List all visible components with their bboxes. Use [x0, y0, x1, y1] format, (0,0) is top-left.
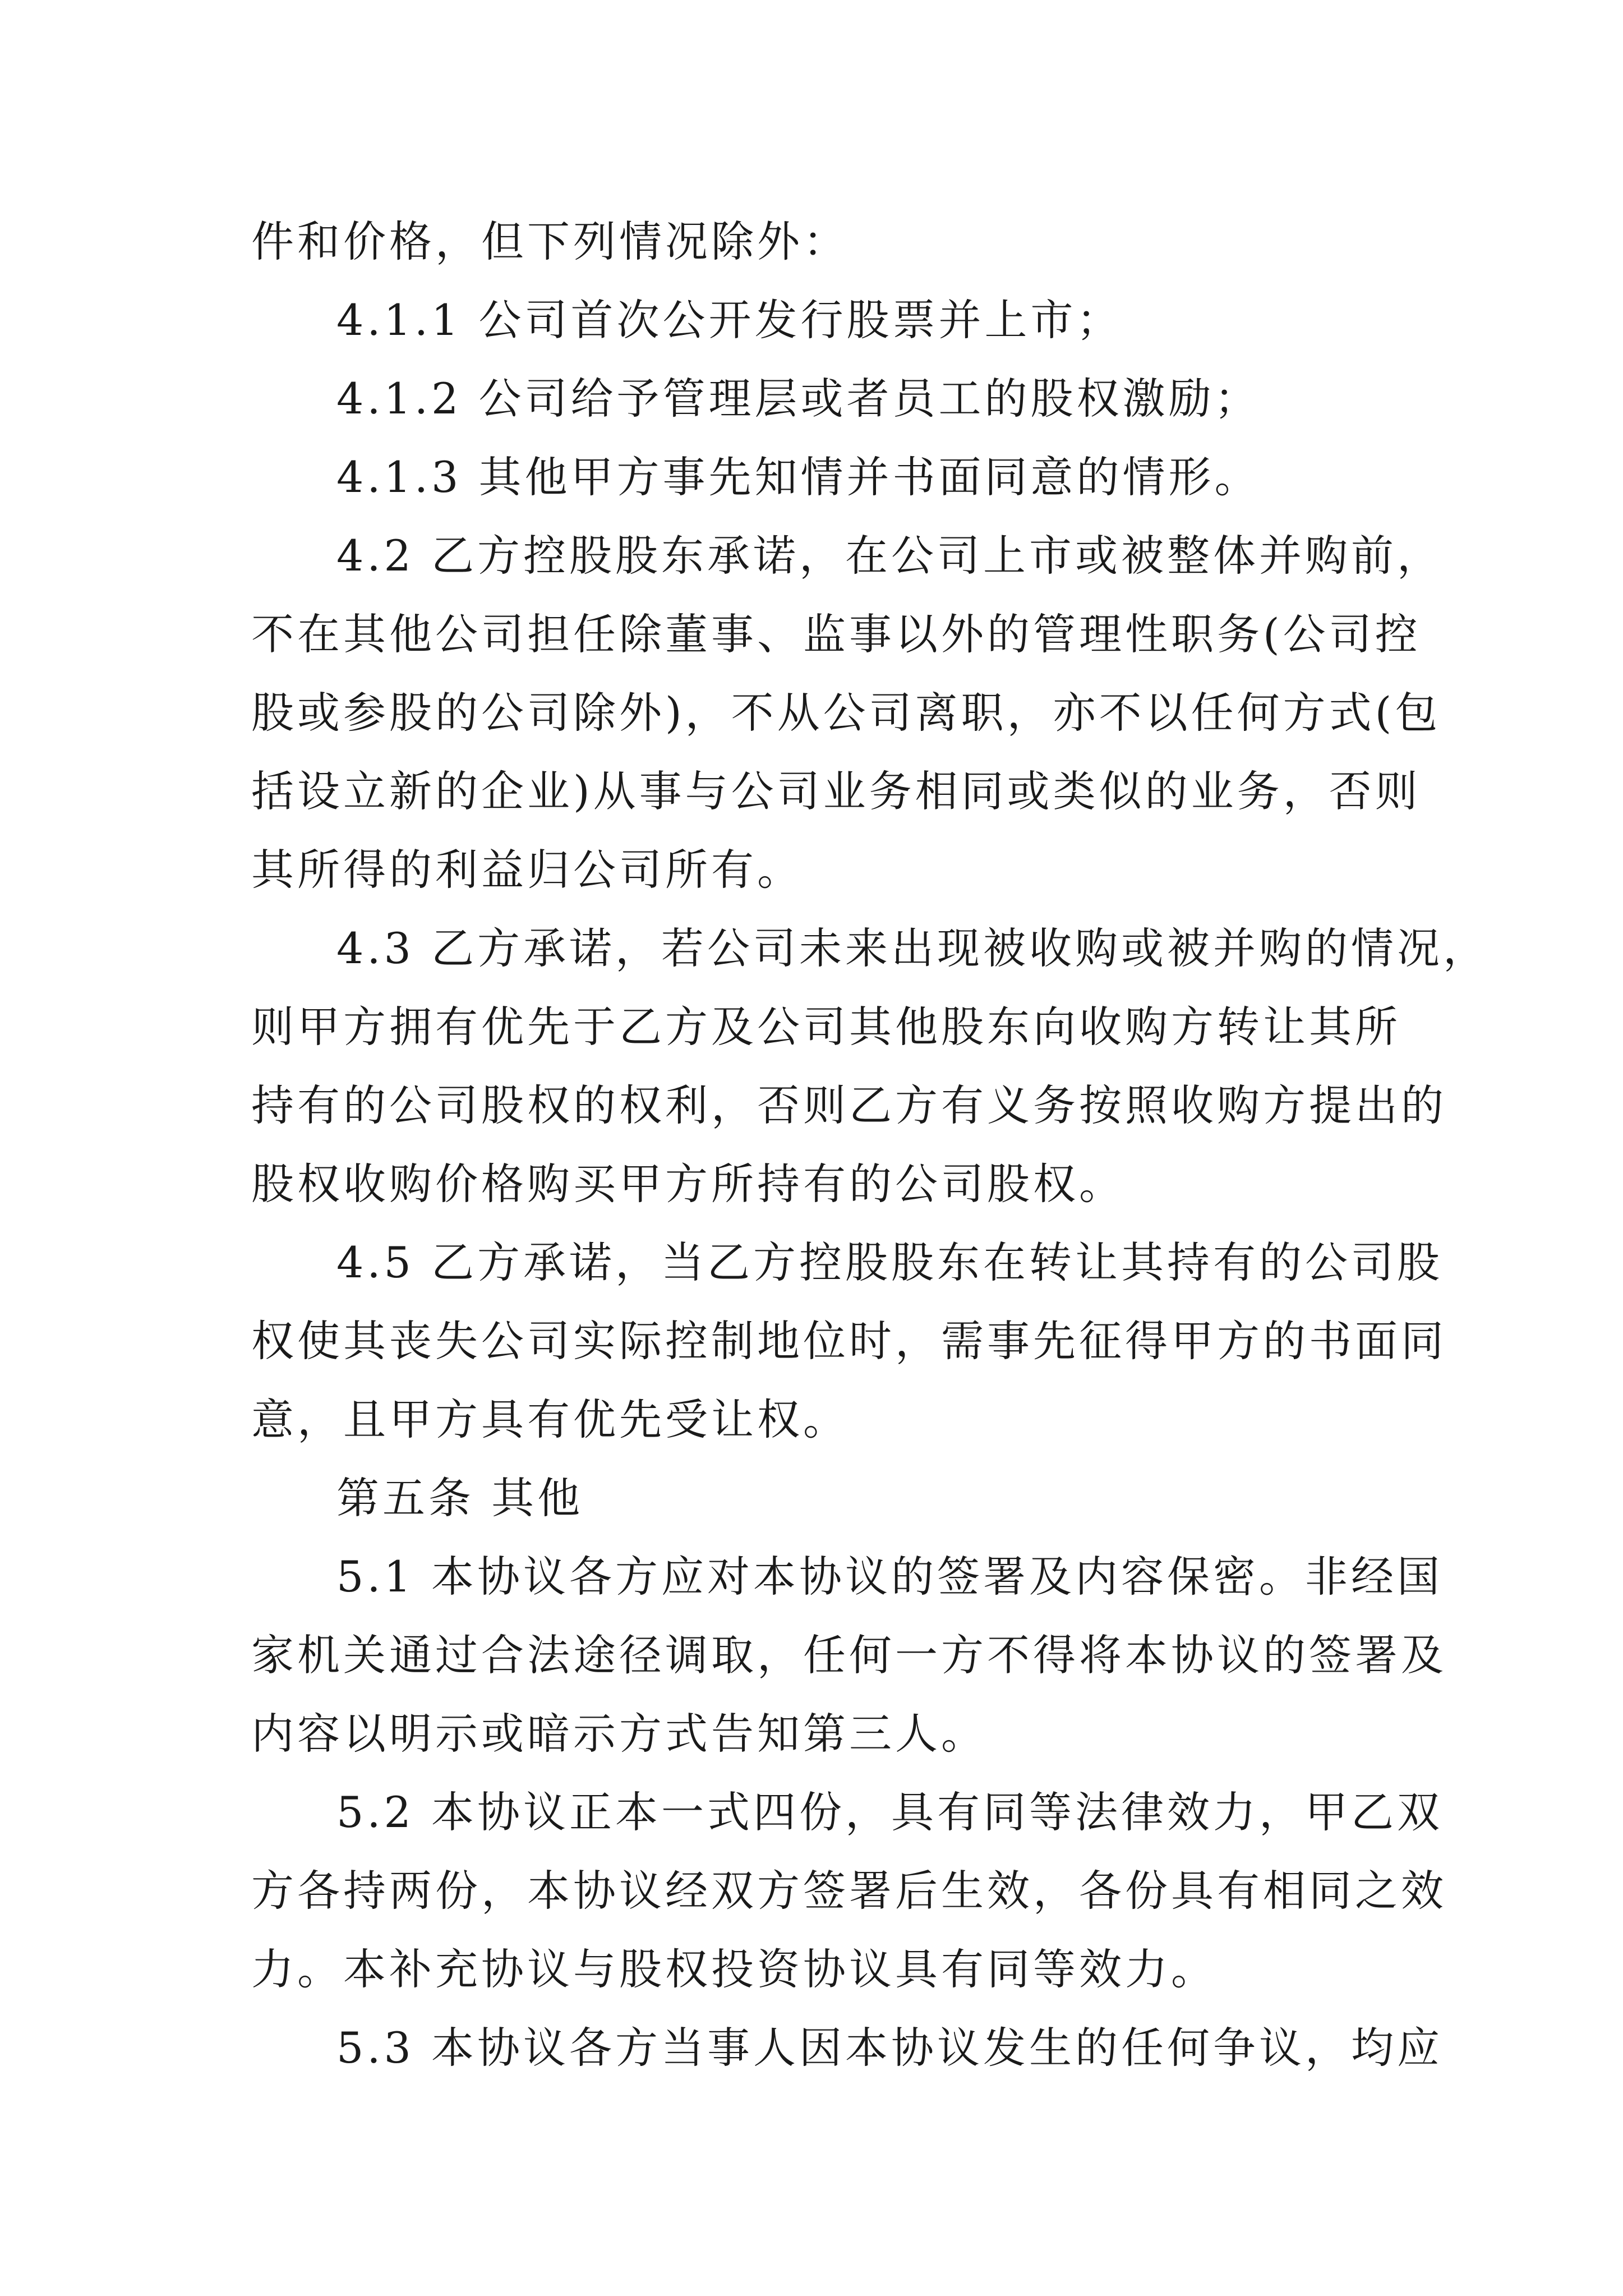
clause-5-1: 5.1 本协议各方应对本协议的签署及内容保密。非经国 [336, 1552, 1444, 1602]
clause-4-1-1: 4.1.1 公司首次公开发行股票并上市； [336, 295, 1123, 345]
text-line: 不在其他公司担任除董事、监事以外的管理性职务(公司控 [251, 609, 1421, 659]
text-line: 括设立新的企业)从事与公司业务相同或类似的业务，否则 [251, 766, 1421, 816]
text-line: 内容以明示或暗示方式告知第三人。 [251, 1709, 987, 1759]
text-line: 力。本补充协议与股权投资协议具有同等效力。 [251, 1944, 1217, 1994]
text-line: 则甲方拥有优先于乙方及公司其他股东向收购方转让其所 [251, 1002, 1401, 1052]
clause-5-3: 5.3 本协议各方当事人因本协议发生的任何争议，均应 [336, 2023, 1444, 2073]
text-line: 其所得的利益归公司所有。 [251, 845, 803, 895]
article-5-heading: 第五条 其他 [336, 1473, 584, 1523]
text-line: 股或参股的公司除外)，不从公司离职，亦不以任何方式(包 [251, 688, 1441, 738]
text-line: 意，且甲方具有优先受让权。 [251, 1395, 849, 1444]
clause-5-2: 5.2 本协议正本一式四份，具有同等法律效力，甲乙双 [336, 1787, 1444, 1837]
clause-4-2: 4.2 乙方控股股东承诺，在公司上市或被整体并购前， [336, 531, 1444, 581]
clause-4-1-2: 4.1.2 公司给予管理层或者员工的股权激励； [336, 374, 1261, 424]
text-line: 家机关通过合法途径调取，任何一方不得将本协议的签署及 [251, 1630, 1447, 1680]
text-line: 权使其丧失公司实际控制地位时，需事先征得甲方的书面同 [251, 1316, 1447, 1366]
text-line: 持有的公司股权的权利，否则乙方有义务按照收购方提出的 [251, 1080, 1447, 1130]
text-line: 股权收购价格购买甲方所持有的公司股权。 [251, 1159, 1125, 1209]
text-line: 件和价格，但下列情况除外： [251, 217, 849, 266]
text-line: 方各持两份，本协议经双方签署后生效，各份具有相同之效 [251, 1866, 1447, 1916]
clause-4-5: 4.5 乙方承诺，当乙方控股股东在转让其持有的公司股 [336, 1237, 1444, 1287]
clause-4-3: 4.3 乙方承诺，若公司未来出现被收购或被并购的情况， [336, 923, 1490, 973]
clause-4-1-3: 4.1.3 其他甲方事先知情并书面同意的情形。 [336, 452, 1261, 502]
